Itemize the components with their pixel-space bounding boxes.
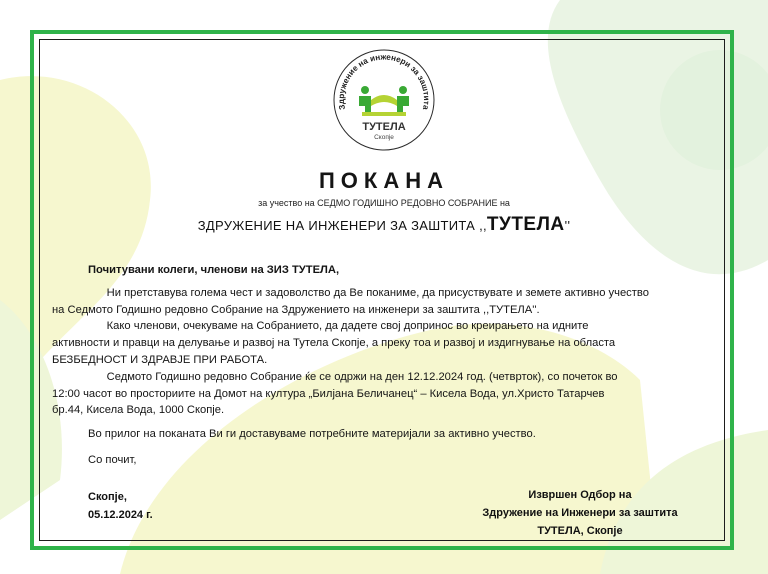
- closing: Со почит,: [88, 453, 137, 466]
- signature-date: 05.12.2024 г.: [88, 509, 153, 521]
- logo-base: [362, 112, 406, 116]
- paragraph-2-line-2: активности и правци на делување и развој на Тутела Скопје, а преку тоа и развој и издигнување на областа: [52, 337, 616, 350]
- letter-body: [52, 262, 688, 469]
- logo-figure-head-right: [399, 86, 407, 94]
- organization-line: [0, 214, 768, 236]
- org-suffix: '': [564, 218, 571, 233]
- logo-name: ТУТЕЛА: [362, 121, 406, 133]
- paragraph-3-line-1: Седмото Годишно редовно Собрание ќе се одржи на ден 12.12.2024 год. (четврток), со почеток во: [88, 370, 618, 383]
- tutela-logo: [332, 48, 436, 152]
- org-name: ТУТЕЛА: [486, 214, 565, 235]
- paragraph-2-line-3: БЕЗБЕДНОСТ И ЗДРАВЈЕ ПРИ РАБОТА.: [52, 353, 268, 366]
- invitation-subtitle: за учество на СЕДМО ГОДИШНО РЕДОВНО СОБРАНИЕ на: [258, 198, 510, 208]
- paragraph-3-line-3: бр.44, Кисела Вода, 1000 Скопје.: [52, 404, 225, 417]
- invitation-title: ПОКАНА: [318, 168, 449, 193]
- paragraph-1-line-2: на Седмото Годишно редовно Собрание на Здружението на инженери за заштита ,,ТУТЕЛА''.: [52, 303, 540, 316]
- paragraph-1-line-1: Ни претставува голема чест и задоволство да Ве поканиме, да присуствувате и земете активно учество: [88, 286, 649, 299]
- signature-organization: Здружение на Инженери за заштита: [482, 507, 678, 519]
- paragraph-3-line-2: 12:00 часот во просториите на Домот на култура „Билјана Беличанец“ – Кисела Вода, ул.Христо Татарчев: [52, 387, 605, 400]
- logo-city: Скопје: [374, 134, 394, 141]
- signature-right: [462, 486, 698, 540]
- org-prefix: ЗДРУЖЕНИЕ НА ИНЖЕНЕРИ ЗА ЗАШТИТА ,,: [197, 218, 487, 233]
- paragraph-2-line-1: Како членови, очекуваме на Собранието, да дадете свој допринос во креирањето на идните: [88, 320, 589, 333]
- paragraph-4: Во прилог на поканата Ви ги доставуваме потребните материјали за активно учество.: [88, 428, 536, 441]
- signature-org-city: ТУТЕЛА, Скопје: [537, 525, 623, 537]
- logo-arc-text: Здружение на инженери за заштита: [336, 52, 432, 111]
- signature-body: Извршен Одбор на: [528, 489, 632, 501]
- signature-place: Скопје,: [88, 491, 127, 503]
- greeting: Почитувани колеги, членови на ЗИЗ ТУТЕЛА,: [88, 264, 340, 276]
- logo-figure-head-left: [361, 86, 369, 94]
- signature-left: [88, 488, 153, 524]
